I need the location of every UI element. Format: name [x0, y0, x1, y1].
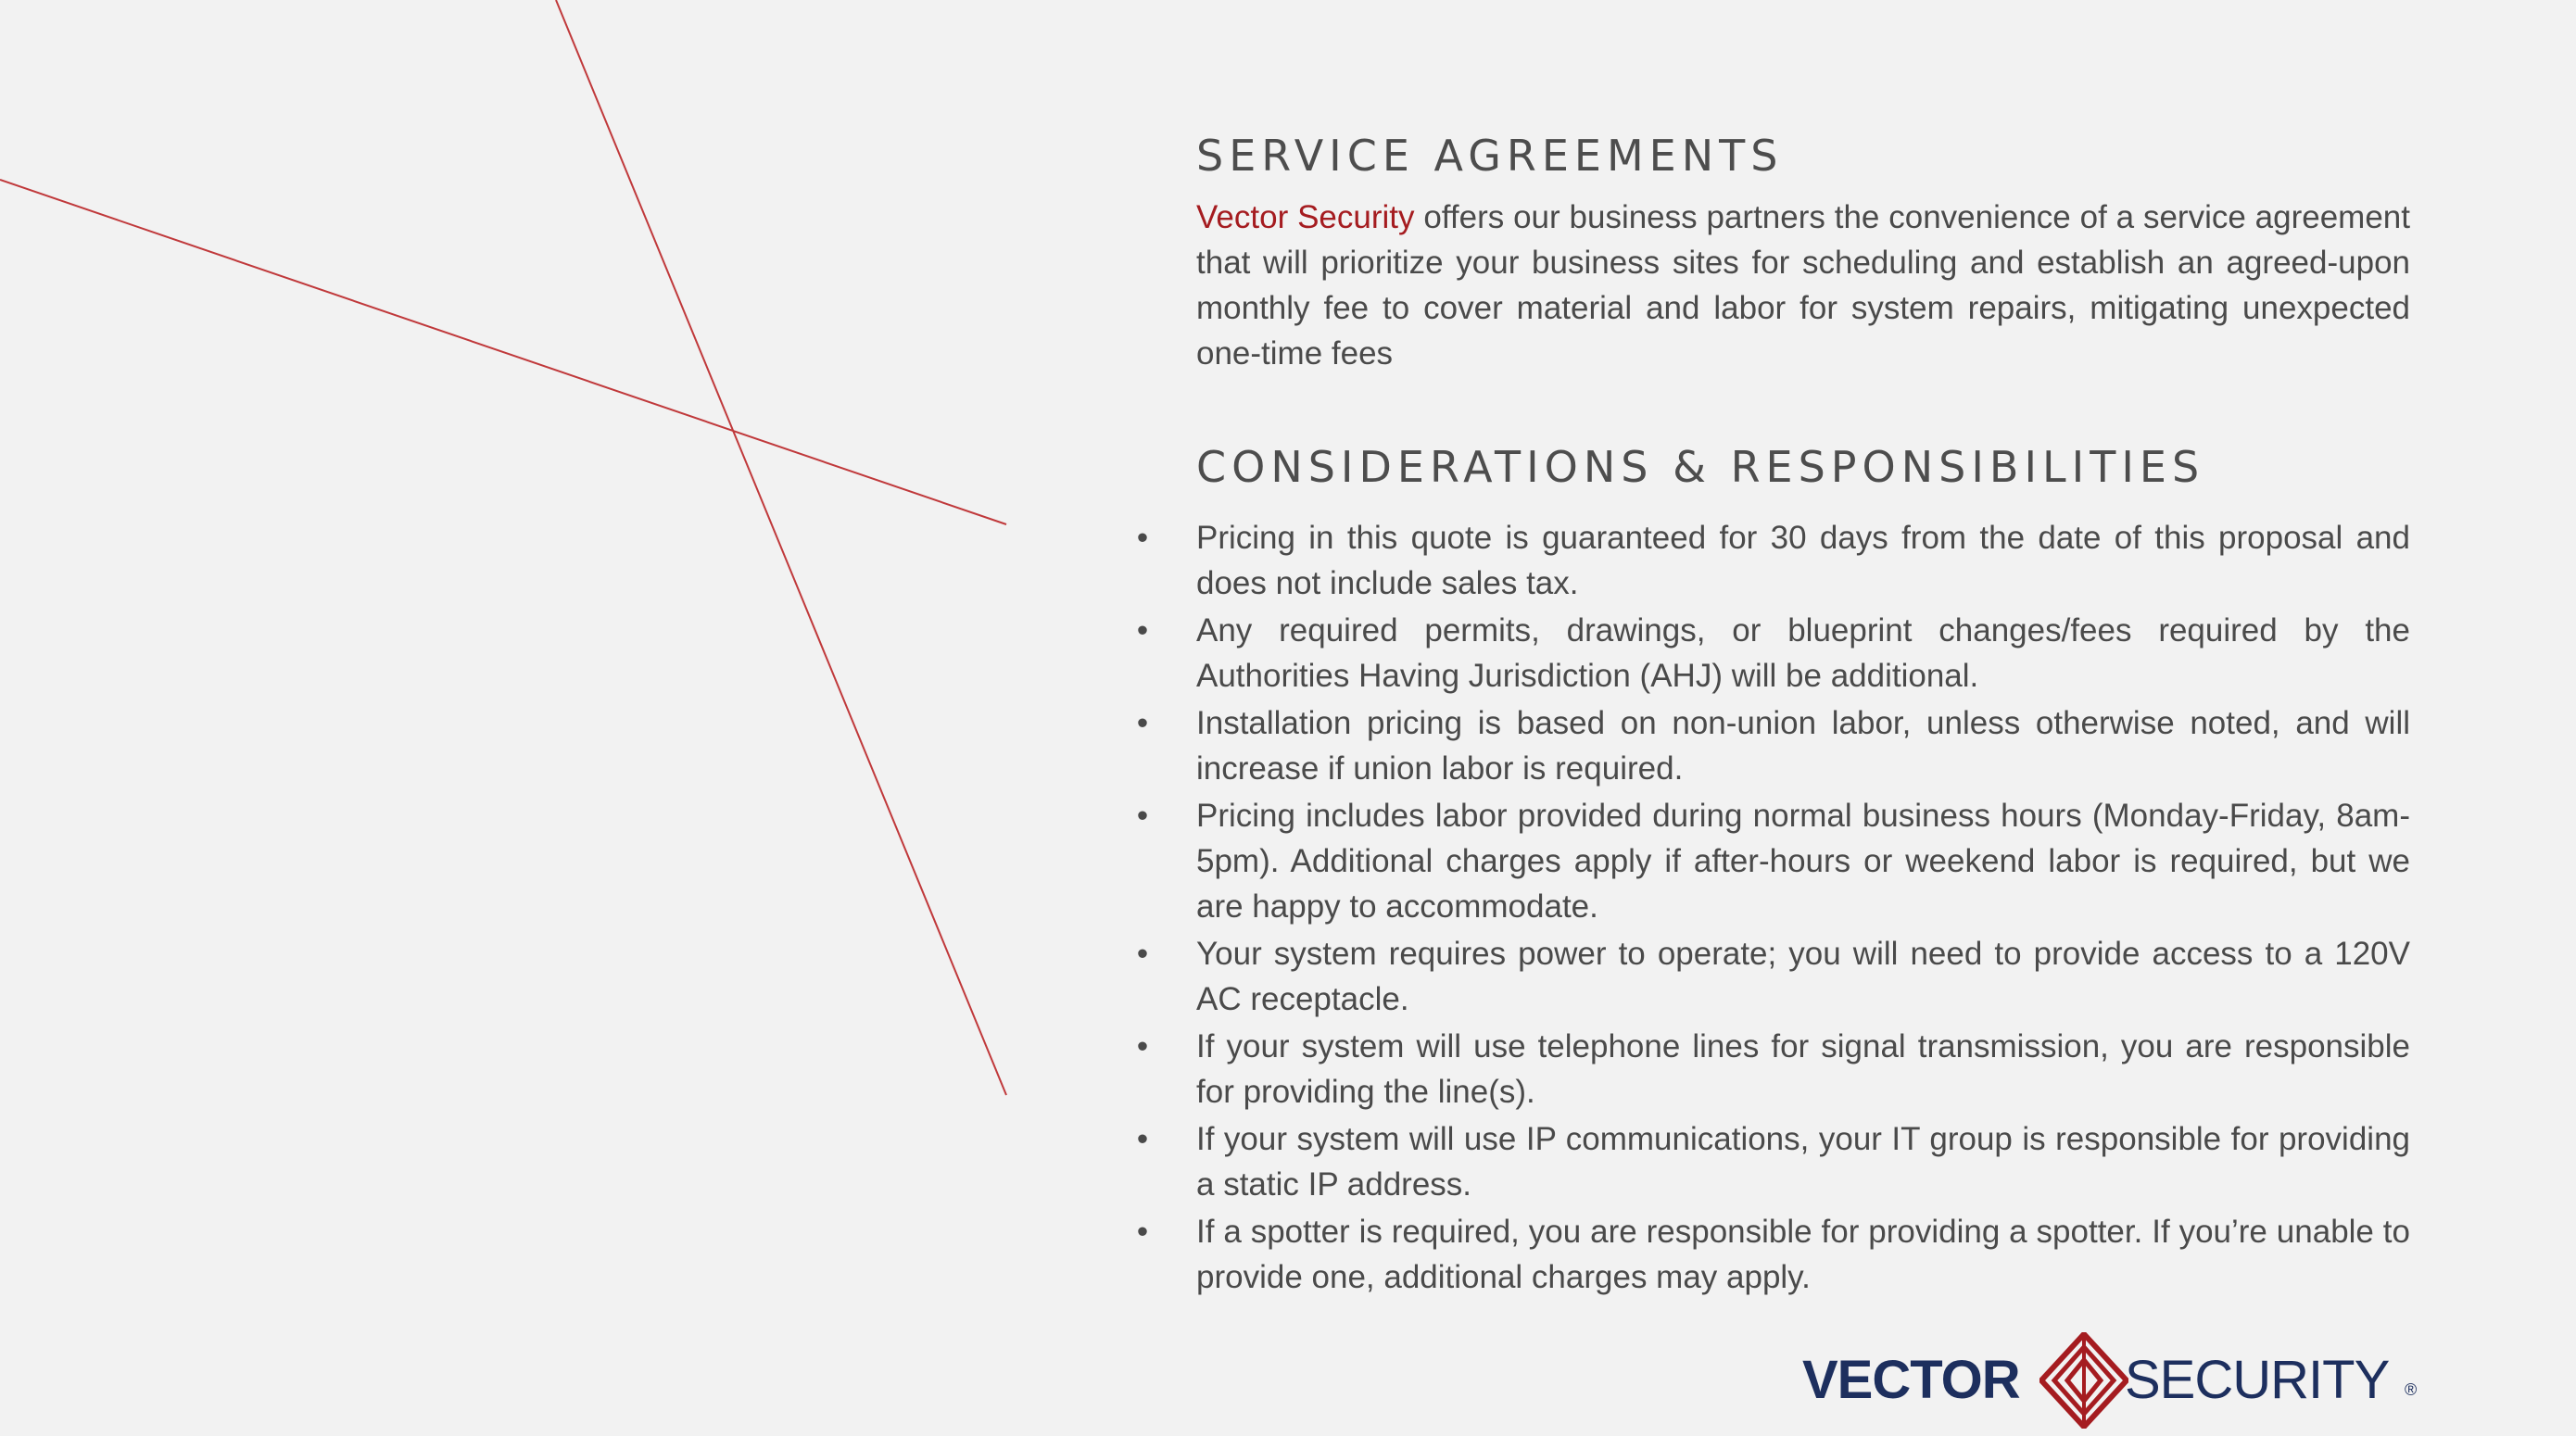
- bullet-icon: •: [1136, 1214, 1149, 1250]
- logo-word-security: SECURITY: [2125, 1350, 2390, 1410]
- logo-word-vector: VECTOR: [1802, 1350, 2020, 1410]
- diamond-logo-icon: [2039, 1332, 2128, 1429]
- brand-name-inline: Vector Security: [1196, 199, 1415, 235]
- list-item: [1136, 793, 2410, 929]
- list-item-text: If a spotter is required, you are responsible for providing a spotter. If you’re unable to provide one, additional charges may apply.: [1196, 1214, 2410, 1295]
- considerations-heading: CONSIDERATIONS & RESPONSIBILITIES: [1196, 442, 2205, 492]
- list-item-text: Installation pricing is based on non-union labor, unless otherwise noted, and will increase if union labor is required.: [1196, 705, 2410, 787]
- list-item: [1136, 931, 2410, 1022]
- list-item: [1136, 700, 2410, 791]
- bullet-icon: •: [1136, 1121, 1149, 1157]
- service-agreements-section: [1196, 120, 2410, 376]
- vector-security-logo: [1802, 1332, 2423, 1429]
- list-item-text: Any required permits, drawings, or blueprint changes/fees required by the Authorities Having Jurisdiction (AHJ) will be additional.: [1196, 612, 2410, 694]
- bullet-icon: •: [1136, 936, 1149, 972]
- bullet-icon: •: [1136, 612, 1149, 649]
- list-item: [1136, 608, 2410, 699]
- service-agreements-body: offers our business partners the convenience of a service agreement that will prioritize your business sites for scheduling and establish an agreed-upon monthly fee to cover material and labor for system repairs, mitigating unexpected one-time fees: [1196, 199, 2410, 372]
- bullet-icon: •: [1136, 705, 1149, 741]
- list-item-text: Pricing in this quote is guaranteed for 30 days from the date of this proposal and does not include sales tax.: [1196, 520, 2410, 601]
- considerations-section: [1136, 432, 2410, 1300]
- list-item-text: If your system will use telephone lines for signal transmission, you are responsible for providing the line(s).: [1196, 1028, 2410, 1110]
- list-item: [1136, 1116, 2410, 1207]
- list-item-text: Your system requires power to operate; you will need to provide access to a 120V AC receptacle.: [1196, 936, 2410, 1017]
- list-item: [1136, 1209, 2410, 1300]
- list-item: [1136, 515, 2410, 606]
- service-agreements-heading: SERVICE AGREEMENTS: [1196, 131, 1784, 181]
- list-item: [1136, 1024, 2410, 1115]
- decorative-line-steep: [556, 0, 1006, 1095]
- bullet-icon: •: [1136, 520, 1149, 556]
- list-item-text: If your system will use IP communications, your IT group is responsible for providing a static IP address.: [1196, 1121, 2410, 1203]
- service-agreements-paragraph: [1196, 195, 2410, 376]
- bullet-icon: •: [1136, 798, 1149, 834]
- registered-mark: ®: [2405, 1380, 2418, 1399]
- decorative-line-shallow: [0, 180, 1006, 524]
- page-content: [1136, 120, 2410, 1302]
- bullet-icon: •: [1136, 1028, 1149, 1064]
- considerations-list: [1136, 515, 2410, 1300]
- list-item-text: Pricing includes labor provided during normal business hours (Monday-Friday, 8am-5pm). Additional charges apply if after-hours or weekend labor is required, but we are happy to accommodate.: [1196, 798, 2410, 925]
